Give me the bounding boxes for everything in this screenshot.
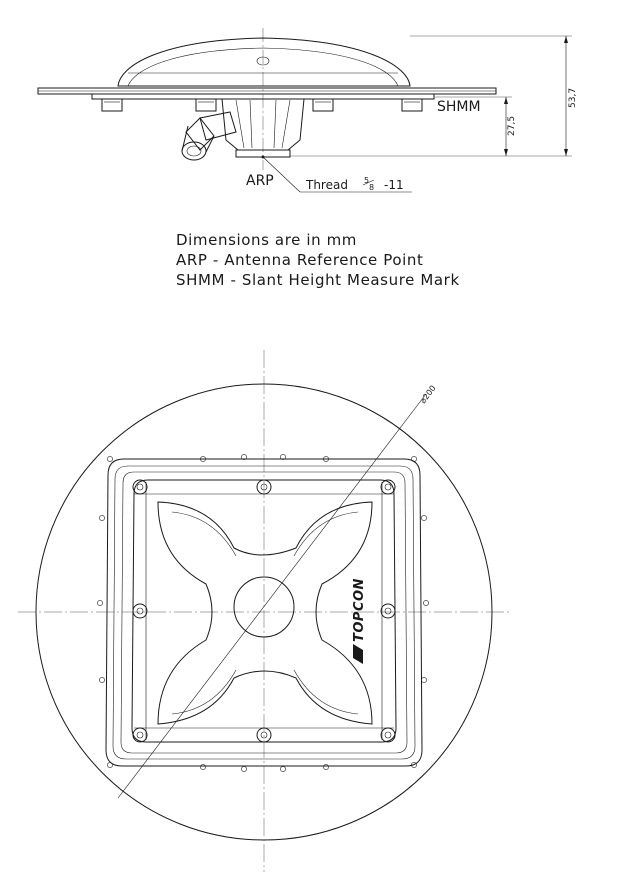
notes — [176, 231, 460, 289]
dim-total-height: 53,7 — [568, 87, 578, 108]
note-dimensions: Dimensions are in mm — [176, 231, 358, 249]
side-view — [38, 28, 578, 192]
radiator-patch — [158, 502, 372, 724]
diameter-label: ⌀200 — [418, 383, 438, 406]
thread-fraction-numerator: 5 — [364, 176, 370, 185]
brand-text: TOPCON — [352, 578, 367, 642]
topcon-logo — [352, 578, 367, 664]
diameter-line — [118, 394, 426, 798]
dim-shmm-height: 27,5 — [507, 115, 517, 136]
thread-suffix: -11 — [384, 178, 404, 192]
connector — [182, 112, 236, 160]
arp-label: ARP — [246, 173, 274, 189]
thread-fraction-denominator: 8 — [369, 183, 375, 192]
note-shmm: SHMM - Slant Height Measure Mark — [176, 271, 460, 289]
shmm-label: SHMM — [437, 99, 481, 115]
note-arp: ARP - Antenna Reference Point — [176, 251, 424, 269]
thread-label: Thread — [306, 178, 348, 192]
top-view — [18, 350, 512, 872]
